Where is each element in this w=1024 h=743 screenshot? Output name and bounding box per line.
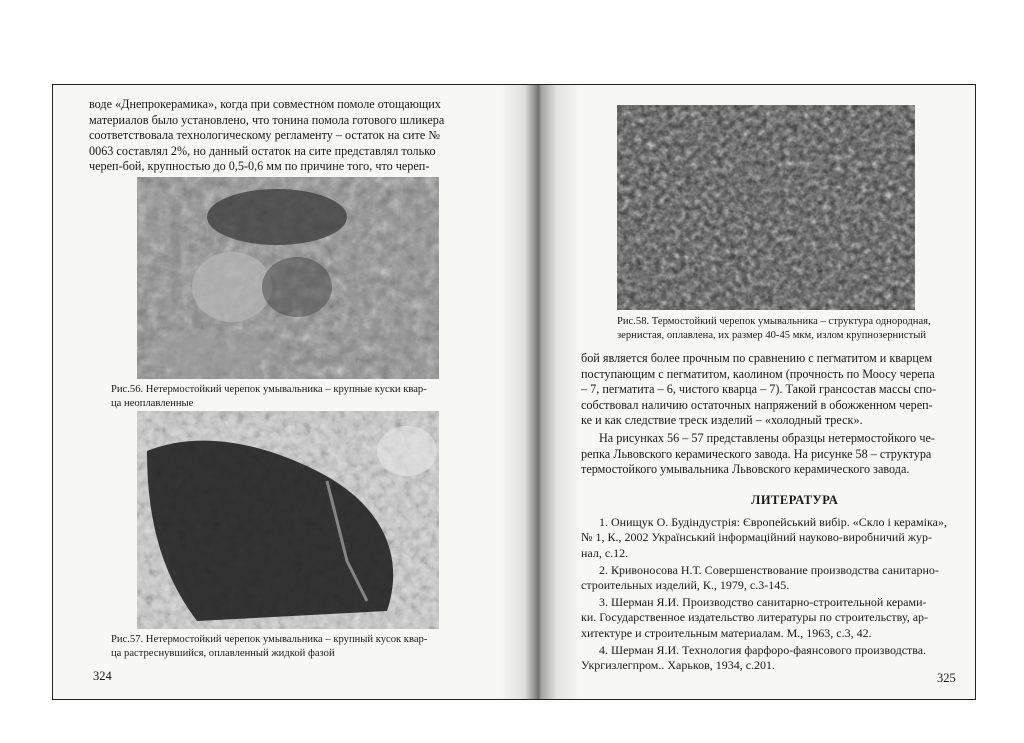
- left-page: [53, 85, 513, 699]
- page-number-right: 325: [937, 671, 956, 685]
- reference-4: 4. Шерман Я.И. Технология фарфоро-фаянсового производства. Укргизлегпром.. Харьков, 1934, с.201.: [581, 643, 927, 673]
- right-paragraph-2: На рисунках 56 – 57 представлены образцы нетермостойкого че- репка Львовского керамического завода. На рисунке 58 – структура термостойкого умывальника Львовского керамического завода.: [581, 431, 935, 477]
- figure-56-photo: [137, 177, 439, 379]
- references-heading: ЛИТЕРАТУРА: [751, 493, 839, 507]
- right-page: [573, 85, 975, 699]
- reference-2: 2. Кривоносова Н.Т. Совершенствование производства санитарно- строительных изделий, К., 1979, с.3-145.: [581, 563, 939, 593]
- reference-1: 1. Онищук О. Будіндустрія: Європейський вибір. «Скло і кераміка», № 1, К., 2002 Український інформаційний науково-виробничий жур- нал, с.12.: [581, 515, 947, 560]
- figure-58-caption: Рис.58. Термостойкий черепок умывальника – структура однородная, зернистая, оплавлена, их размер 40-45 мкм, излом крупнозернистый: [617, 316, 931, 341]
- book-gutter-shadow: [501, 85, 581, 699]
- figure-57-caption: Рис.57. Нетермостойкий черепок умывальника – крупный кусок квар- ца растреснувшийся, оплавленный жидкой фазой: [111, 634, 428, 659]
- figure-58-photo: [617, 105, 915, 310]
- figure-56-caption: Рис.56. Нетермостойкий черепок умывальника – крупные куски квар- ца неоплавленные: [111, 384, 427, 409]
- figure-57-photo: [137, 411, 439, 629]
- reference-3: 3. Шерман Я.И. Производство санитарно-строительной керами- ки. Государственное издательство литературы по строительству, ар- хитектуре и строительным материалам. М., 1963, с.3, 42.: [581, 595, 929, 640]
- right-paragraph-1: бой является более прочным по сравнению с пегматитом и кварцем поступающим с пегматитом, каолином (прочность по Моосу черепа – 7, пегматита – 6, чистого кварца – 7). Такой грансостав массы спо- собствовал наличию остаточных напряжений в обожженном череп- ке и как следствие треск изделий – «холодный треск».: [581, 351, 937, 428]
- book-spread: [52, 84, 976, 700]
- page-number-left: 324: [93, 669, 112, 683]
- left-top-paragraph: воде «Днепрокерамика», когда при совместном помоле отощающих материалов было установлено, что тонина помола готового шликера соответствовала технологическому регламенту – остаток на сите № 0063 составлял 2%, но данный остаток на сите представлял только череп-бой, крупностью до 0,5-0,6 мм по причине того, что череп-: [89, 97, 445, 174]
